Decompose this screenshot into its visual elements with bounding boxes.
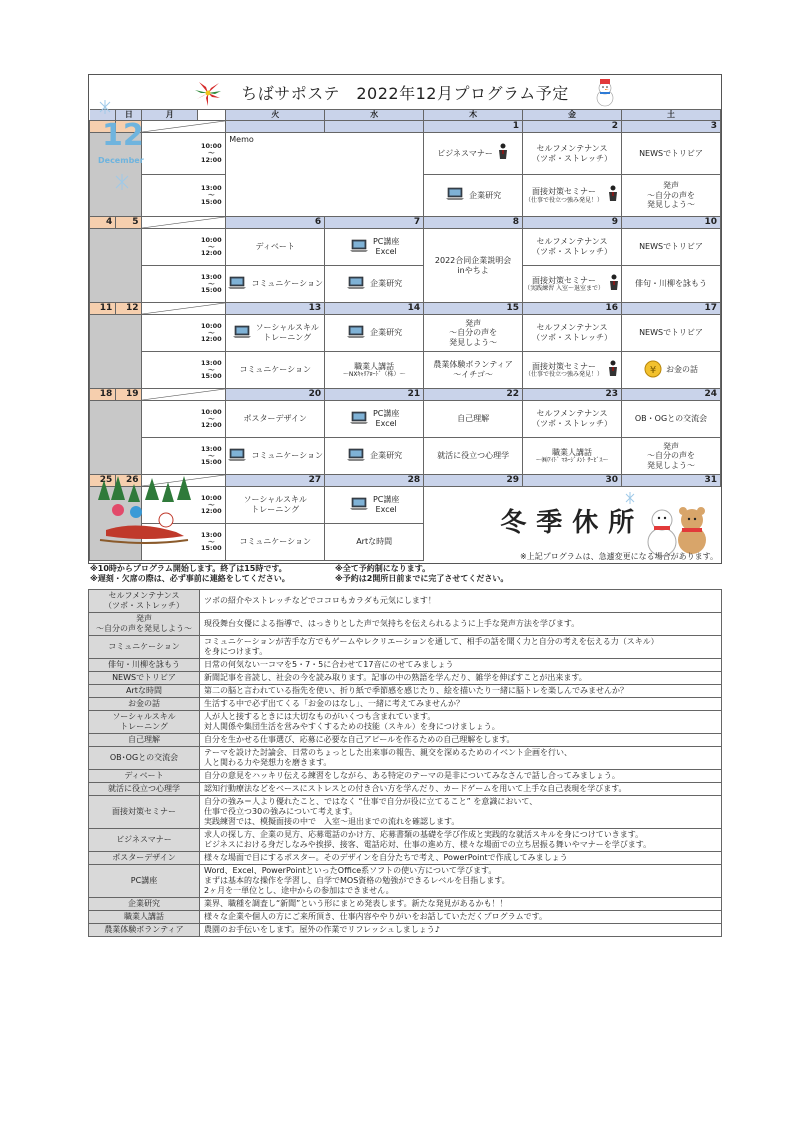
program-label: 面接対策セミナー xyxy=(532,275,597,285)
time-part: 15:00 xyxy=(201,197,222,206)
program-cell xyxy=(226,524,325,561)
program-cell xyxy=(523,315,622,352)
program-label: セルフメンテナンス （ツボ・ストレッチ） xyxy=(532,409,612,428)
sleigh-illustration xyxy=(96,470,196,548)
program-description-row xyxy=(89,852,722,865)
program-description-table xyxy=(88,589,722,937)
program-cell xyxy=(325,352,424,389)
program-description: 自分の意見をハッキリ伝える練習をしながら、ある特定のテーマの是非についてみなさんで話し合ってみましょう。 xyxy=(200,770,722,783)
program-label: NEWSでトリビア xyxy=(639,328,703,338)
date-thu: 15 xyxy=(424,303,523,315)
time-part: 13:00 xyxy=(201,530,222,539)
time-part: 12:00 xyxy=(201,507,222,516)
program-label: ポスターデザイン xyxy=(243,414,307,424)
program-cell xyxy=(523,438,622,475)
program-cell xyxy=(424,229,523,303)
time-part: 13:00 xyxy=(201,184,222,193)
time-part: 10:00 xyxy=(201,321,222,330)
program-label: OB・OGとの交流会 xyxy=(634,414,708,424)
program-cell xyxy=(523,175,622,217)
weekday-sat: 土 xyxy=(622,110,721,121)
program-cell xyxy=(325,229,424,266)
weekday-wed: 水 xyxy=(325,110,424,121)
date-sat: 31 xyxy=(622,475,721,487)
program-label: コミュニケーション xyxy=(251,279,323,289)
slot-row-pm xyxy=(90,438,721,475)
program-description-row xyxy=(89,783,722,796)
program-label: 自己理解 xyxy=(457,414,490,424)
program-cell xyxy=(226,401,325,438)
time-part: 15:00 xyxy=(201,372,222,381)
week-dates-row xyxy=(90,303,721,315)
program-label: 農業体験ボランティア 〜イチゴ〜 xyxy=(433,360,513,379)
program-name: 職業人講話 xyxy=(89,911,200,924)
program-name: 面接対策セミナー xyxy=(89,796,200,829)
time-part: 〜 xyxy=(208,537,215,546)
date-sun: 4 xyxy=(90,217,116,229)
weekday-thu: 木 xyxy=(424,110,523,121)
program-description: テーマを設けた討論会、日常のちょっとした出来事の報告、親交を深めるためのイベント企画を行い、 人と関わる力や発想力を磨きます。 xyxy=(200,747,722,770)
title-bar xyxy=(89,75,721,109)
program-description-row xyxy=(89,636,722,659)
program-label: 企業研究 xyxy=(370,279,403,289)
program-name: 発声 〜自分の声を発見しよう〜 xyxy=(89,613,200,636)
program-name: 農業体験ボランティア xyxy=(89,924,200,937)
date-sat: 10 xyxy=(622,217,721,229)
poinsettia-icon xyxy=(193,78,223,108)
program-description-row xyxy=(89,865,722,898)
program-description: 新聞記事を音読し、社会の今を読み取ります。記事の中の熟語を学んだり、雑学を伸ばすことが出来ます。 xyxy=(200,672,722,685)
program-name: ディベート xyxy=(89,770,200,783)
program-sublabel: （仕事で役立つ強み発見！） xyxy=(525,196,604,204)
date-thu: 1 xyxy=(424,121,523,133)
weekday-header xyxy=(90,110,721,121)
notice-block xyxy=(90,564,730,584)
program-description: ツボの紹介やストレッチなどでココロもカラダも元気にします！ xyxy=(200,590,722,613)
time-part: 13:00 xyxy=(201,444,222,453)
program-sublabel: 〜NXｷｬﾘｱﾛｰﾄﾞ（株）〜 xyxy=(342,371,406,379)
program-label: 就活に役立つ心理学 xyxy=(437,451,510,461)
program-description-row xyxy=(89,672,722,685)
program-cell xyxy=(226,487,325,524)
date-thu: 22 xyxy=(424,389,523,401)
time-slot-am xyxy=(197,487,225,524)
weekday-tue: 火 xyxy=(226,110,325,121)
program-description: 業界、職種を調査し“新聞”という形にまとめ発表します。新たな発見があるかも！！ xyxy=(200,898,722,911)
program-description: 自分を生かせる仕事選び、応募に必要な自己アピールを作るための自己理解をします。 xyxy=(200,734,722,747)
slot-row-pm xyxy=(90,352,721,389)
program-label: 俳句・川柳を詠もう xyxy=(635,279,707,289)
date-fri: 2 xyxy=(523,121,622,133)
program-cell xyxy=(523,266,622,303)
program-label: 企業研究 xyxy=(370,451,403,461)
program-name: Artな時間 xyxy=(89,685,200,698)
program-cell xyxy=(226,266,325,303)
program-description-row xyxy=(89,796,722,829)
program-cell xyxy=(622,229,721,266)
program-cell xyxy=(424,133,523,175)
program-description-row xyxy=(89,659,722,672)
date-sun: 11 xyxy=(90,303,116,315)
program-name: 就活に役立つ心理学 xyxy=(89,783,200,796)
time-part: 〜 xyxy=(208,414,215,423)
program-cell xyxy=(325,266,424,303)
time-slot-am xyxy=(197,315,225,352)
notice-absence: ※遅刻・欠席の際は、必ず事前に連絡をしてください。 xyxy=(90,574,290,583)
laptop-icon xyxy=(349,239,369,253)
program-description-row xyxy=(89,613,722,636)
program-sublabel: （仕事で役立つ強み発見！） xyxy=(525,371,604,379)
time-part: 〜 xyxy=(208,191,215,200)
program-cell xyxy=(523,133,622,175)
program-cell xyxy=(226,438,325,475)
schedule-change-note: ※上記プログラムは、急遽変更になる場合があります。 xyxy=(520,552,718,561)
time-part: 12:00 xyxy=(201,335,222,344)
program-description-row xyxy=(89,770,722,783)
notice-reservation: ※全て予約制になります。 xyxy=(335,564,431,573)
date-wed: 21 xyxy=(325,389,424,401)
memo-cell xyxy=(226,133,424,217)
laptop-icon xyxy=(346,448,366,462)
date-wed: 14 xyxy=(325,303,424,315)
program-label: 発声 〜自分の声を 発見しよう〜 xyxy=(647,441,695,470)
laptop-icon xyxy=(232,325,252,339)
time-part: 15:00 xyxy=(201,458,222,467)
program-cell xyxy=(622,438,721,475)
date-sun: 25 xyxy=(90,475,116,487)
program-cell xyxy=(622,315,721,352)
program-label: 2022合同企業説明会 inやちよ xyxy=(434,255,512,275)
time-slot-pm xyxy=(197,175,225,217)
notice-start-time: ※10時からプログラム開始します。終了は15時です。 xyxy=(90,564,287,573)
program-description: 自分の強み＝人より優れたこと、ではなく “仕事で自分が役に立てること” を意識において、 仕事で役立つ30の強みについて考えます。 実践練習では、模擬面接の中で 入室〜退出までの流れを確認します。 xyxy=(200,796,722,829)
notice-row xyxy=(90,574,730,584)
slot-row-am xyxy=(90,315,721,352)
time-part: 〜 xyxy=(208,451,215,460)
time-part: 〜 xyxy=(208,242,215,251)
program-cell xyxy=(622,352,721,389)
date-fri: 23 xyxy=(523,389,622,401)
program-cell xyxy=(523,401,622,438)
program-name: セルフメンテナンス （ツボ・ストレッチ） xyxy=(89,590,200,613)
date-wed: 7 xyxy=(325,217,424,229)
program-cell xyxy=(424,438,523,475)
laptop-icon xyxy=(227,448,247,462)
notice-row xyxy=(90,564,730,574)
time-slot-am xyxy=(197,401,225,438)
program-label: 企業研究 xyxy=(469,190,502,200)
time-part: 15:00 xyxy=(201,286,222,295)
laptop-icon xyxy=(346,325,366,339)
program-description-row xyxy=(89,829,722,852)
christmas-trees-icon xyxy=(96,470,196,548)
program-label: Artな時間 xyxy=(356,537,393,547)
program-cell xyxy=(325,487,424,524)
program-description-row xyxy=(89,898,722,911)
businessperson-icon xyxy=(607,185,619,203)
time-slash-cell xyxy=(142,121,226,133)
date-wed xyxy=(325,121,424,133)
program-description: 現役舞台女優による指導で、はっきりとした声で気持ちを伝えられるように上手な発声方法を学びます。 xyxy=(200,613,722,636)
program-description: 農園のお手伝いをします。屋外の作業でリフレッシュしましょう♪ xyxy=(200,924,722,937)
weekday-fri: 金 xyxy=(523,110,622,121)
date-sun: 18 xyxy=(90,389,116,401)
program-sublabel: 〜㈱ｱｲﾄﾞ ﾏﾈｰｼﾞﾒﾝﾄ ｻｰﾋﾞｽ〜 xyxy=(535,457,609,465)
program-name: NEWSでトリビア xyxy=(89,672,200,685)
program-label: NEWSでトリビア xyxy=(639,242,703,252)
date-wed: 28 xyxy=(325,475,424,487)
week-dates-row xyxy=(90,389,721,401)
time-slot-pm xyxy=(197,266,225,303)
program-name: 俳句・川柳を詠もう xyxy=(89,659,200,672)
program-cell xyxy=(226,229,325,266)
program-label: セルフメンテナンス （ツボ・ストレッチ） xyxy=(532,323,612,342)
businessperson-icon xyxy=(608,274,620,292)
program-label: PC講座 Excel xyxy=(372,237,400,256)
program-cell xyxy=(523,352,622,389)
program-label: ディベート xyxy=(255,242,295,252)
date-tue xyxy=(226,121,325,133)
time-part: 〜 xyxy=(208,365,215,374)
program-label: お金の話 xyxy=(666,365,698,375)
program-description-row xyxy=(89,747,722,770)
program-label: セルフメンテナンス （ツボ・ストレッチ） xyxy=(532,143,612,163)
date-tue: 13 xyxy=(226,303,325,315)
month-badge xyxy=(96,96,148,196)
coin-icon xyxy=(644,360,662,378)
notice-deadline: ※予約は2開所日前までに完了させてください。 xyxy=(335,574,509,583)
program-cell xyxy=(622,175,721,217)
time-part: 13:00 xyxy=(201,358,222,367)
date-mon: 12 xyxy=(116,303,142,315)
program-label: ソーシャルスキル トレーニング xyxy=(255,323,319,342)
program-description: 様々な企業や個人の方にご来所頂き、仕事内容ややりがいをお話していただくプログラムです。 xyxy=(200,911,722,924)
program-description: 生活する中で必ず出てくる「お金のはなし」、一緒に考えてみませんか？ xyxy=(200,698,722,711)
program-name: ソーシャルスキル トレーニング xyxy=(89,711,200,734)
date-thu: 29 xyxy=(424,475,523,487)
sun-mon-closed-cell xyxy=(90,315,142,389)
time-slot-am xyxy=(197,133,225,175)
time-part: 10:00 xyxy=(201,142,222,151)
time-part: 13:00 xyxy=(201,272,222,281)
date-thu: 8 xyxy=(424,217,523,229)
date-tue: 20 xyxy=(226,389,325,401)
svg-text:¥: ¥ xyxy=(649,364,657,376)
slot-row-am xyxy=(90,229,721,266)
program-label: コミュニケーション xyxy=(239,537,311,547)
program-label: コミュニケーション xyxy=(251,451,323,461)
weekday-sun: 日 xyxy=(116,110,142,121)
week-dates-row xyxy=(90,121,721,133)
program-description-row xyxy=(89,911,722,924)
program-description: 様々な場面で目にするポスター。そのデザインを自分たちで考え、PowerPointで作成してみましょう xyxy=(200,852,722,865)
time-slash-cell xyxy=(142,303,226,315)
program-name: ポスターデザイン xyxy=(89,852,200,865)
program-cell xyxy=(325,401,424,438)
sun-mon-closed-cell xyxy=(90,401,142,475)
program-name: 企業研究 xyxy=(89,898,200,911)
businessperson-icon xyxy=(607,360,619,378)
program-name: ビジネスマナー xyxy=(89,829,200,852)
date-mon: 26 xyxy=(116,475,142,487)
time-slash-cell xyxy=(142,389,226,401)
program-label: ソーシャルスキル トレーニング xyxy=(243,495,307,514)
time-slot-pm xyxy=(197,438,225,475)
program-name: OB･OGとの交流会 xyxy=(89,747,200,770)
program-label: 職業人講話 xyxy=(354,361,395,371)
program-name: 自己理解 xyxy=(89,734,200,747)
time-part: 〜 xyxy=(208,279,215,288)
time-part: 15:00 xyxy=(201,544,222,553)
program-description-row xyxy=(89,685,722,698)
program-label: 発声 〜自分の声を 発見しよう〜 xyxy=(449,318,498,347)
date-sat: 17 xyxy=(622,303,721,315)
program-label: セルフメンテナンス （ツボ・ストレッチ） xyxy=(532,237,612,256)
program-description: 求人の探し方、企業の見方、応募電話のかけ方、応募書類の基礎を学び作成と実践的な就活スキルを身につけていきます。 ビジネスにおける身だしなみや挨拶、接客、電話応対、仕事の進め方、様々な場面での立ち居振る舞いやマナーを学びます。 xyxy=(200,829,722,852)
program-label: 面接対策セミナー xyxy=(532,187,597,197)
month-number: 12 xyxy=(102,118,144,153)
date-tue: 27 xyxy=(226,475,325,487)
time-slash-cell xyxy=(142,217,226,229)
program-cell xyxy=(226,315,325,352)
program-description-row xyxy=(89,924,722,937)
program-label: コミュニケーション xyxy=(239,365,311,375)
program-description-row xyxy=(89,734,722,747)
snowman-icon xyxy=(593,77,617,107)
laptop-icon xyxy=(346,276,366,290)
winter-closure-label: 冬季休所 xyxy=(500,508,645,539)
sun-mon-closed-cell xyxy=(90,229,142,303)
time-part: 10:00 xyxy=(201,493,222,502)
time-part: 10:00 xyxy=(201,235,222,244)
date-fri: 9 xyxy=(523,217,622,229)
time-part: 〜 xyxy=(208,328,215,337)
program-label: PC講座 Excel xyxy=(372,495,400,514)
program-label: NEWSでトリビア xyxy=(639,148,703,158)
program-description: 人が人と接するときには大切なものがいくつも含まれています。 対人関係や集団生活を営みやすくするための技能（スキル）を身につけましょう。 xyxy=(200,711,722,734)
month-word: December xyxy=(98,156,144,165)
businessperson-icon xyxy=(497,143,509,161)
program-label: 企業研究 xyxy=(370,328,403,338)
program-label: ビジネスマナー xyxy=(437,148,493,158)
program-description-row xyxy=(89,711,722,734)
slot-row-am xyxy=(90,133,721,175)
laptop-icon xyxy=(349,497,369,511)
time-slot-pm xyxy=(197,524,225,561)
weekday-mon: 月 xyxy=(142,110,198,121)
program-cell xyxy=(325,315,424,352)
program-cell xyxy=(622,133,721,175)
time-part: 〜 xyxy=(208,500,215,509)
date-sat: 3 xyxy=(622,121,721,133)
program-cell xyxy=(622,266,721,303)
laptop-icon xyxy=(227,276,247,290)
date-mon: 5 xyxy=(116,217,142,229)
program-label: PC講座 Excel xyxy=(372,409,400,428)
program-cell xyxy=(622,401,721,438)
program-description: Word、Excel、PowerPointといったOffice系ソフトの使い方について学びます。 まずは基本的な操作を学習し、自学でMOS資格の勉強ができるレベルを目指します。 2ヶ月を一単位とし、途中からの参加はできません。 xyxy=(200,865,722,898)
laptop-icon xyxy=(349,411,369,425)
time-part: 〜 xyxy=(208,149,215,158)
program-name: コミュニケーション xyxy=(89,636,200,659)
program-name: お金の話 xyxy=(89,698,200,711)
laptop-icon xyxy=(445,187,465,201)
program-description: コミュニケーションが苦手な方でもゲームやレクリエーションを通して、相手の話を聞く力と自分の考えを伝える力（スキル） を身につけます。 xyxy=(200,636,722,659)
time-slot-am xyxy=(197,229,225,266)
slot-row-pm xyxy=(90,266,721,303)
program-cell xyxy=(325,524,424,561)
slot-row-am xyxy=(90,401,721,438)
program-name: PC講座 xyxy=(89,865,200,898)
time-slot-pm xyxy=(197,352,225,389)
program-sublabel: （実践練習 入室〜退室まで） xyxy=(524,285,604,293)
program-description: 日常の何気ない一コマを5・7・5に合わせて17音にのせてみましょう xyxy=(200,659,722,672)
program-cell xyxy=(226,352,325,389)
program-label: 発声 〜自分の声を 発見しよう〜 xyxy=(647,181,695,210)
page-title: ちばサポステ 2022年12月プログラム予定 xyxy=(241,83,569,103)
time-part: 12:00 xyxy=(201,249,222,258)
program-label: 面接対策セミナー xyxy=(532,361,597,371)
date-fri: 30 xyxy=(523,475,622,487)
program-cell xyxy=(325,438,424,475)
program-label: 職業人講話 xyxy=(552,447,593,457)
program-cell xyxy=(523,229,622,266)
program-description-row xyxy=(89,698,722,711)
program-description: 認知行動療法などをベースにストレスとの付き合い方を学んだり、カードゲームを用いて上手な自己表現を学びます。 xyxy=(200,783,722,796)
time-part: 12:00 xyxy=(201,421,222,430)
program-cell xyxy=(424,315,523,352)
date-tue: 6 xyxy=(226,217,325,229)
program-cell xyxy=(424,401,523,438)
week-dates-row xyxy=(90,217,721,229)
time-part: 12:00 xyxy=(201,155,222,164)
program-cell xyxy=(424,352,523,389)
program-cell xyxy=(424,175,523,217)
program-description: 第二の脳と言われている指先を使い、折り紙で季節感を感じたり、絵を描いたり一緒に脳トレを楽しんでみませんか？ xyxy=(200,685,722,698)
date-sat: 24 xyxy=(622,389,721,401)
time-part: 10:00 xyxy=(201,407,222,416)
date-fri: 16 xyxy=(523,303,622,315)
program-description-row xyxy=(89,590,722,613)
memo-label: Memo xyxy=(229,135,254,144)
date-mon: 19 xyxy=(116,389,142,401)
